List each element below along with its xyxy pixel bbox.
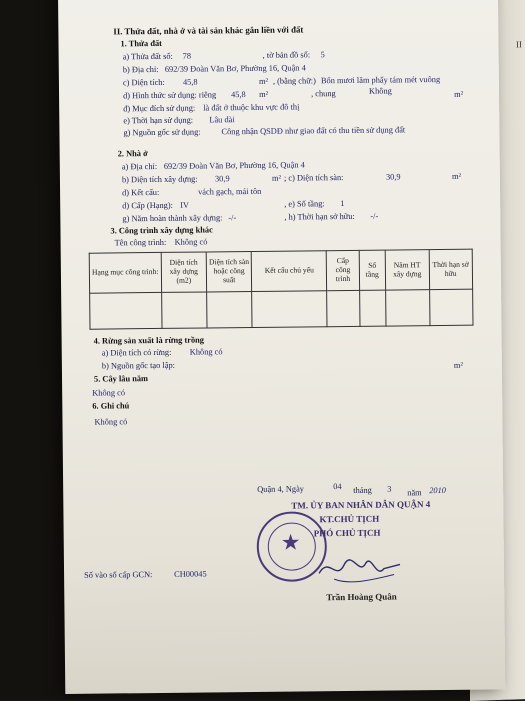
grade-value: IV [180, 200, 190, 210]
purpose-value: là đất ở thuộc khu vực đô thị [203, 102, 300, 113]
col-year: Năm HT xây dựng [385, 250, 429, 290]
area-value: 45,8 [182, 77, 198, 87]
date-month: 3 [387, 484, 392, 494]
house-heading: 2. Nhà ở [117, 149, 148, 159]
land-address-value: 692/39 Đoàn Văn Bơ, Phường 16, Quận 4 [164, 63, 306, 74]
area-words-label: , (bằng chữ:) [272, 76, 316, 86]
other-works-heading: 3. Công trình xây dựng khác [110, 225, 213, 236]
date-prefix: Quận 4, Ngày [257, 484, 304, 494]
area-label: c) Diện tích: [122, 77, 165, 88]
table-cell [386, 290, 430, 326]
table-cell [161, 292, 207, 328]
signer-name: Trần Hoàng Quân [326, 591, 397, 603]
parcel-no-label: a) Thửa đất số: [122, 51, 173, 62]
table-cell [327, 290, 360, 326]
origin-label: g) Nguồn gốc sử dụng: [123, 127, 201, 138]
term-label: e) Thời hạn sử dụng: [123, 115, 194, 126]
floor-area-unit: m² [451, 171, 462, 181]
parcel-no-value: 78 [182, 51, 192, 61]
registry-value: CH00045 [174, 569, 207, 579]
land-address-label: b) Địa chỉ: [122, 64, 159, 75]
perennial-heading: 5. Cây lâu năm [93, 374, 149, 384]
certificate-page [58, 0, 505, 694]
work-name-value: Không có [174, 237, 208, 247]
floors-label: , e) Số tầng: [284, 199, 325, 209]
notes-value: Không có [94, 417, 128, 427]
table-cell [359, 290, 386, 326]
shared-unit: m² [454, 89, 464, 99]
built-area-label: b) Diện tích xây dựng: [121, 174, 198, 185]
forest-origin-label: b) Nguồn gốc tạo lập: [101, 360, 175, 371]
floors-value: 1 [340, 199, 345, 209]
map-sheet-label: , tờ bản đồ số: [262, 50, 311, 60]
structure-label: d) Kết cấu: [122, 187, 160, 198]
seal-star-icon: ★ [280, 529, 301, 555]
ownership-term-value: -/- [370, 211, 379, 221]
built-area-value: 30,9 [214, 174, 230, 184]
handwritten-signature [314, 550, 404, 591]
col-built-area: Diện tích xây dựng (m2) [161, 252, 207, 292]
map-sheet-value: 5 [320, 50, 325, 60]
col-ownership: Thời hạn sở hữu [429, 249, 473, 289]
shared-value: Không [368, 86, 392, 96]
date-year: 2010 [429, 485, 447, 496]
authority-line-3: PHÓ CHỦ TỊCH [313, 527, 381, 539]
table-cell [90, 292, 162, 329]
forest-heading: 4. Rừng sản xuất là rừng trồng [93, 335, 205, 346]
usage-private-value: 45,8 [231, 90, 246, 100]
col-floor-area: Diện tích sàn hoặc công suất [206, 251, 252, 291]
work-name-label: Tên công trình: [114, 237, 167, 248]
forest-area-value: Không có [189, 347, 223, 357]
origin-value: Công nhận QSDĐ như giao đất có thu tiền sử dụng đất [221, 125, 406, 137]
authority-line-1: TM. ỦY BAN NHÂN DÂN QUẬN 4 [291, 499, 431, 511]
date-year-label: năm [407, 488, 422, 498]
page-marker: II [516, 39, 522, 50]
date-day: 04 [333, 482, 342, 492]
built-area-unit: m² [271, 173, 282, 183]
table-cell [207, 291, 253, 327]
col-structure: Kết cấu chủ yếu [252, 251, 328, 292]
table-cell [429, 289, 473, 325]
section-title: II. Thửa đất, nhà ở và tài sản khác gắn liền với đất [113, 24, 304, 37]
house-address-label: a) Địa chỉ: [121, 161, 158, 172]
perennial-value: Không có [92, 388, 126, 398]
shared-label: , chung [311, 89, 336, 99]
usage-private-unit: m² [259, 89, 269, 99]
structure-value: vách gạch, mái tôn [198, 186, 262, 197]
area-unit: m² [258, 76, 269, 86]
forest-area-label: a) Diện tích có rừng: [101, 347, 172, 358]
registry-label: Số vào sổ cấp GCN: [84, 570, 153, 580]
col-floors: Số tầng [359, 250, 386, 290]
land-heading: 1. Thửa đất [120, 38, 162, 49]
year-built-label: g) Năm hoàn thành xây dựng: [122, 213, 223, 224]
floor-area-value: 30,9 [385, 172, 401, 182]
term-value: Lâu dài [209, 115, 235, 125]
year-built-value: -/- [228, 213, 237, 223]
table-header-row [89, 249, 472, 293]
floor-area-label: ; c) Diện tích sàn: [283, 173, 344, 183]
usage-form-label: d) Hình thức sử dụng: riêng [123, 90, 217, 101]
other-works-table [89, 249, 474, 330]
forest-unit: m² [453, 360, 463, 370]
house-address-value: 692/39 Đoàn Văn Bơ, Phường 16, Quận 4 [163, 160, 305, 171]
table-cell [252, 291, 327, 328]
notes-heading: 6. Ghi chú [92, 401, 130, 411]
authority-line-2: KT.CHỦ TỊCH [319, 513, 380, 525]
purpose-label: đ) Mục đích sử dụng: [123, 103, 196, 114]
grade-label: d) Cấp (Hạng): [122, 200, 173, 211]
ownership-term-label: , h) Thời hạn sở hữu: [284, 211, 355, 222]
col-grade: Cấp công trình [327, 250, 360, 290]
col-category: Hạng mục công trình: [89, 252, 161, 293]
area-words-value: Bốn mươi lăm phẩy tám mét vuông [320, 75, 441, 86]
table-row [90, 289, 473, 329]
date-month-label: tháng [353, 485, 372, 495]
